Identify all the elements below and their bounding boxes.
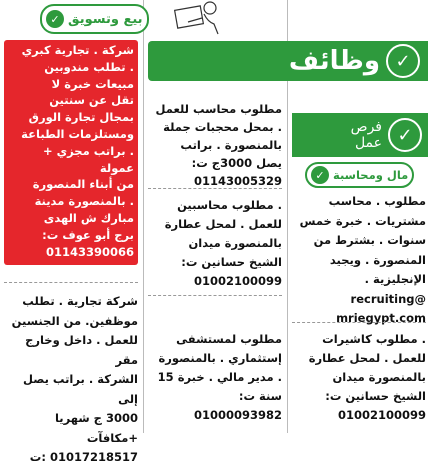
opportunities-label: فرص عمل (350, 119, 382, 151)
jobs-banner-title: وظائف (288, 46, 380, 76)
featured-ad-box (4, 40, 138, 265)
section-tag-label: مال ومحاسبة (333, 168, 409, 182)
ad-separator (148, 188, 282, 189)
ad-separator (148, 295, 282, 296)
opportunities-banner (292, 113, 428, 157)
check-icon: ✓ (46, 10, 64, 28)
ad-separator (4, 282, 138, 283)
ad-text: مطلوب لمستشفى إستثماري . بالمنصورة . مدير مالي . خبرة 15 سنة ت: 01000093982 (157, 332, 282, 422)
ad-text: . مطلوب كاشيرات للعمل . لمحل عطارة بالمنصورة ميدان الشيخ حسانين ت: 01002100099 (308, 332, 426, 422)
delivery-person-illustration (158, 0, 228, 36)
ad-text: شركة . تجارية كبري . تطلب مندوبين مبيعات خبرة لا تقل عن سنتين بمجال تجارة الورق ومستلزمات الطباعة . براتب مجزي + عمولة من أبناء المنصورة . بالمنصورة مدينة مبارك ش الهدى برج أبو عوف ت: 01143390066 (21, 43, 134, 259)
check-icon: ✓ (388, 118, 422, 152)
section-tag-finance (305, 162, 414, 188)
jobs-banner (148, 41, 428, 81)
section-tag-label: بيع وتسويق (68, 11, 143, 27)
check-icon: ✓ (311, 166, 329, 184)
ad-text: مطلوب . محاسب مشتريات . خبرة خمس سنوات . بشترط من المنصورة . ويجيد الإنجليزية . @recruiting mriegypt.com (299, 194, 426, 325)
check-icon: ✓ (386, 44, 420, 78)
column-divider (143, 0, 144, 433)
section-tag-sales (40, 4, 149, 34)
ad-text: . مطلوب محاسبين للعمل . لمحل عطارة بالمنصورة ميدان الشيخ حسانين ت: 01002100099 (164, 198, 282, 288)
ad-text: مطلوب محاسب للعمل . بمحل محجبات جملة بالمنصورة . براتب يصل 3000ج ت: 01143005329 (155, 102, 282, 188)
ad-text: شركة تجارية . تطلب موظفين. من الجنسين للعمل . داخل وخارج مقر الشركة . براتب يصل إلى 3000 ج شهريا +مكافآت 01017218517 :ت (11, 294, 138, 464)
ad-separator (292, 322, 426, 323)
